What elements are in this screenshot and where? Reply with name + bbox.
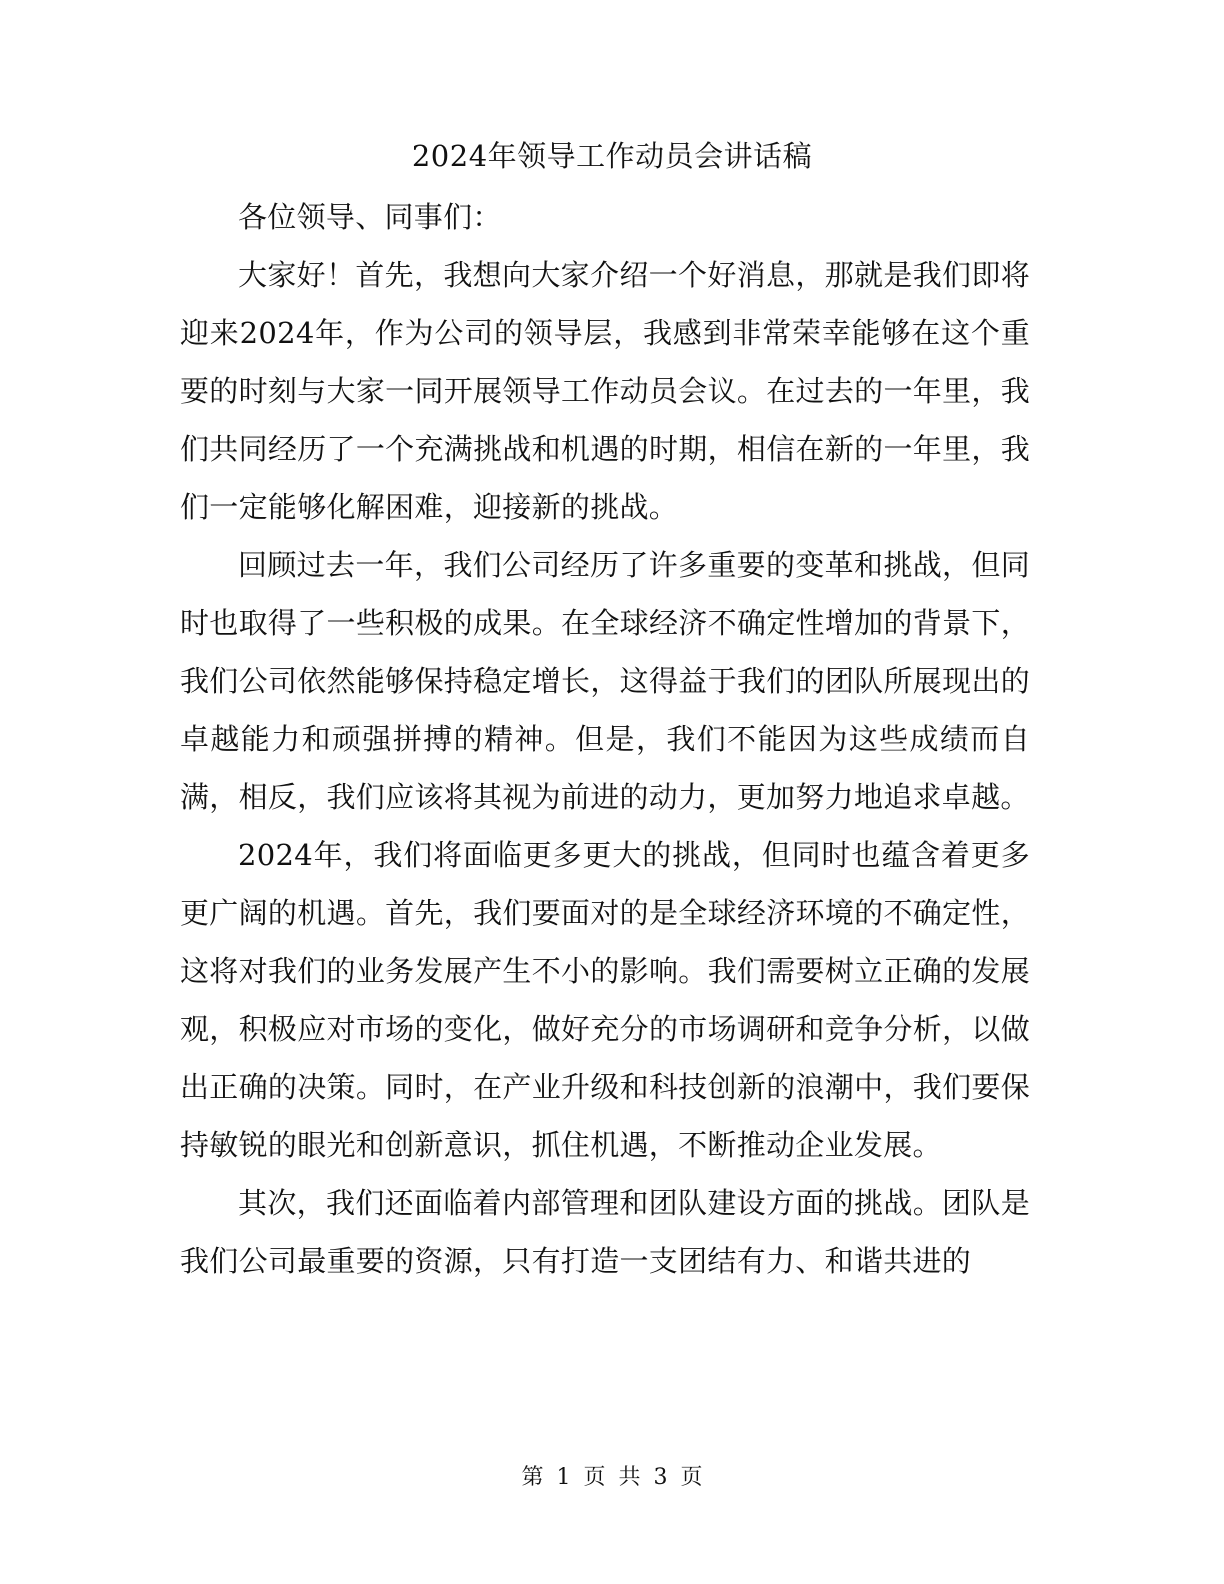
body-paragraph: 大家好！首先，我想向大家介绍一个好消息，那就是我们即将迎来2024年，作为公司的领导层，我感到非常荣幸能够在这个重要的时刻与大家一同开展领导工作动员会议。在过去的一年里，我们共同经历了一个充满挑战和机遇的时期，相信在新的一年里，我们一定能够化解困难，迎接新的挑战。 <box>180 258 1030 524</box>
page-number-footer: 第 1 页 共 3 页 <box>521 1465 703 1490</box>
body-paragraph: 其次，我们还面临着内部管理和团队建设方面的挑战。团队是我们公司最重要的资源，只有打造一支团结有力、和谐共进的 <box>180 1186 1030 1278</box>
body-paragraph: 2024年，我们将面临更多更大的挑战，但同时也蕴含着更多更广阔的机遇。首先，我们要面对的是全球经济环境的不确定性，这将对我们的业务发展产生不小的影响。我们需要树立正确的发展观，积极应对市场的变化，做好充分的市场调研和竞争分析，以做出正确的决策。同时，在产业升级和科技创新的浪潮中，我们要保持敏锐的眼光和创新意识，抓住机遇，不断推动企业发展。 <box>180 838 1030 1162</box>
document-title: 2024年领导工作动员会讲话稿 <box>411 139 813 173</box>
salutation-paragraph: 各位领导、同事们： <box>238 200 502 234</box>
body-paragraph: 回顾过去一年，我们公司经历了许多重要的变革和挑战，但同时也取得了一些积极的成果。在全球经济不确定性增加的背景下，我们公司依然能够保持稳定增长，这得益于我们的团队所展现出的卓越能力和顽强拼搏的精神。但是，我们不能因为这些成绩而自满，相反，我们应该将其视为前进的动力，更加努力地追求卓越。 <box>180 548 1030 814</box>
document-body <box>180 188 1030 1290</box>
